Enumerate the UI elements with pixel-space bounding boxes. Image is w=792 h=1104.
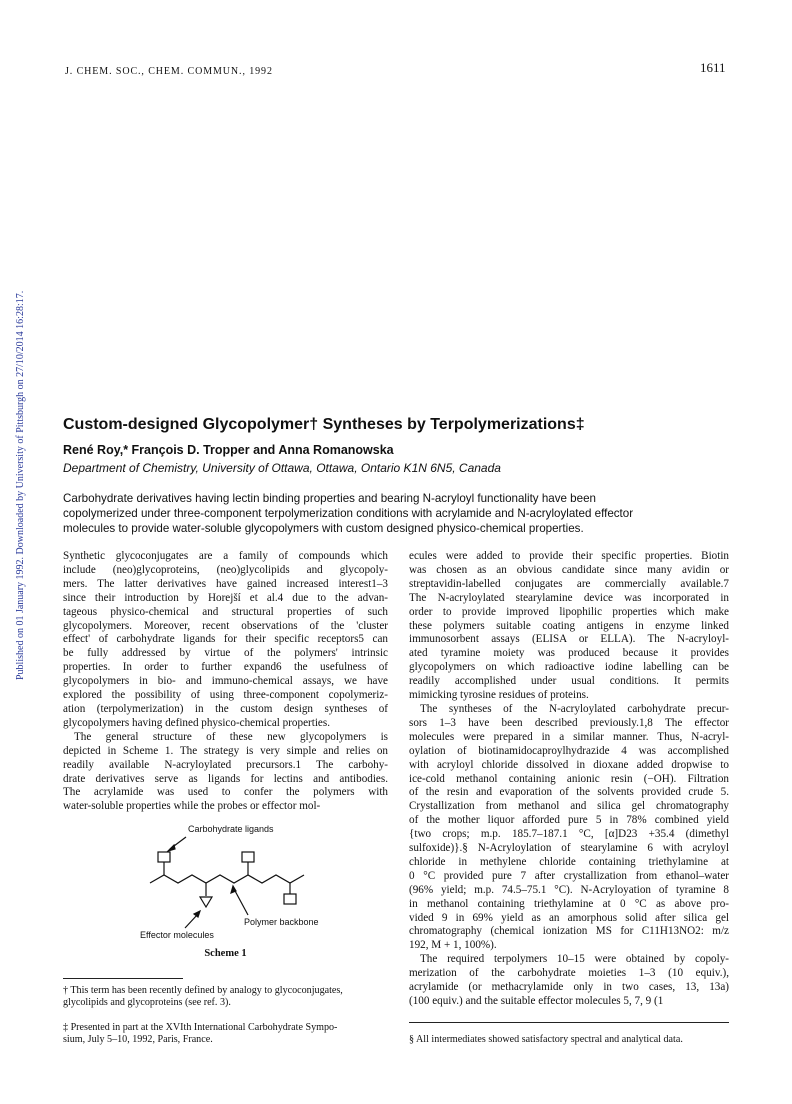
body-line: streptavidin-labelled conjugates are commercially available.7 <box>409 577 729 590</box>
label-effector-molecules: Effector molecules <box>140 930 214 940</box>
body-line: of the mother liquor afforded pure 5 in 78% combined yield <box>409 814 729 827</box>
scheme-1-drawing <box>130 820 345 948</box>
body-line: effect' of carbohydrate ligands for their specific receptors5 can <box>63 633 388 646</box>
body-line: (100 equiv.) and the suitable effector molecules 5, 7, 9 (1 <box>409 995 664 1007</box>
abstract <box>63 491 731 536</box>
body-line: The general structure of these new glycopolymers is <box>74 730 388 743</box>
body-line: ice-cold methanol containing anionic resin (−OH). Filtration <box>409 772 729 785</box>
footnote-line: † This term has been recently defined by analogy to glycoconjugates, <box>63 985 343 996</box>
body-line: chromatography (chemical ionization MS for C11H13NO2: m/z <box>409 925 729 938</box>
effector-square <box>284 894 296 904</box>
body-line: tageous physico-chemical and structural properties of such <box>63 605 388 618</box>
abstract-line: copolymerized under three-component terpolymerization conditions with acrylamide and N-acryloylated effector <box>63 507 634 520</box>
body-line: drate derivatives serve as ligands for lectins and antibodies. <box>63 772 388 785</box>
body-line: acrylamide (or methacrylamide only in two cases, 13, 13a) <box>409 981 729 994</box>
footnote-rule-left <box>63 978 183 979</box>
body-line: molecules were prepared in a similar manner. Thus, N-acryl- <box>409 730 729 743</box>
body-line: vided 9 in 69% yield as an amorphous solid after silica gel <box>409 911 729 924</box>
body-line: properties. In order to further expand6 the usefulness of <box>63 661 388 674</box>
footnote-line: ‡ Presented in part at the XVIth International Carbohydrate Sympo- <box>63 1022 338 1033</box>
body-line: sors 1–3 have been described previously.1,8 The effector <box>409 716 729 729</box>
body-line: ated tyramine moiety was produced because it provides <box>409 647 729 660</box>
body-line: 192, M + 1, 100%). <box>409 939 497 952</box>
effector-triangle <box>200 897 212 907</box>
body-column-left <box>63 550 388 814</box>
body-line: Synthetic glycoconjugates are a family of compounds which <box>63 550 388 562</box>
body-line: glycopolymers having defined physico-chemical properties. <box>63 716 330 729</box>
body-line: depicted in Scheme 1. The strategy is very simple and relies on <box>63 744 388 757</box>
body-line: sulfoxide)}.§ N-Acryloylation of stearylamine 6 with acryloyl <box>409 842 729 855</box>
footnote-rule-right <box>409 1022 729 1023</box>
body-line: chloride in methylene chloride containing triethylamine at <box>409 855 729 868</box>
carbohydrate-ligand-square <box>242 852 254 862</box>
article-affiliation: Department of Chemistry, University of Ottawa, Ottawa, Ontario K1N 6N5, Canada <box>63 461 501 475</box>
label-polymer-backbone: Polymer backbone <box>244 917 319 927</box>
body-line: 0 °C provided pure 7 after crystallization from ethanol–water <box>409 869 729 882</box>
page-number: 1611 <box>700 60 726 75</box>
body-line: since their introduction by Horejší et al.4 due to the advan- <box>63 591 388 604</box>
body-line: be fully addressed by virtue of the polymers' intrinsic <box>63 647 388 660</box>
body-line: oylation of biotinamidocaproylhydrazide 4 was accomplished <box>409 744 729 757</box>
body-line: glycopolymers in bio- and immuno-chemical assays, we have <box>63 675 388 688</box>
footnote-line: glycolipids and glycoproteins (see ref. 3). <box>63 997 231 1009</box>
abstract-line: Carbohydrate derivatives having lectin binding properties and bearing N-acryloyl functionality have been <box>63 492 596 505</box>
article-authors: René Roy,* François D. Tropper and Anna Romanowska <box>63 443 394 457</box>
body-line: merization of the carbohydrate moieties 1–3 (10 equiv.), <box>409 967 729 980</box>
body-line: ecules were added to provide their specific properties. Biotin <box>409 550 729 562</box>
body-line: was chosen as an obvious candidate since many avidin or <box>409 563 729 576</box>
footnote-line: sium, July 5–10, 1992, Paris, France. <box>63 1034 213 1046</box>
body-line: The syntheses of the N-acryloylated carbohydrate precur- <box>420 702 729 715</box>
body-line: mers. The latter derivatives have gained increased interest1–3 <box>63 577 388 590</box>
journal-header: J. CHEM. SOC., CHEM. COMMUN., 1992 <box>65 66 273 77</box>
footnote-dagger <box>63 985 388 1010</box>
body-line: immunosorbent assays (ELISA or ELLA). The N-acryloyl- <box>409 633 729 646</box>
body-line: water-soluble properties while the probes or effector mol- <box>63 800 321 813</box>
body-line: (96% yield; m.p. 74.5–75.1 °C). N-Acryloyation of tyramine 8 <box>409 883 729 896</box>
ligand-arrowhead <box>168 845 175 851</box>
effector-arrowhead <box>194 911 200 917</box>
body-line: with acryloyl chloride dissolved in dioxane added dropwise to <box>409 758 729 771</box>
article-title: Custom-designed Glycopolymer† Syntheses by Terpolymerizations‡ <box>63 416 585 433</box>
abstract-line: molecules to provide water-soluble glycopolymers with custom designed physico-chemical properties. <box>63 522 584 535</box>
body-line: readily available N-acryloylated precursors.1 The carbohy- <box>63 758 388 771</box>
footnote-section <box>409 1034 729 1046</box>
scheme-1-figure <box>130 820 345 948</box>
footnote-double-dagger <box>63 1022 388 1047</box>
backbone-pointer-arrow <box>234 889 248 915</box>
body-line: {two crops; m.p. 185.7–187.1 °C, [α]D23 +35.4 (dimethyl <box>409 828 729 841</box>
body-line: explored the possibility of using three-component copolymeriz- <box>63 689 388 702</box>
body-line: readily accomplished under usual conditions. It permits <box>409 675 729 688</box>
body-line: mimicking tyrosine residues of proteins. <box>409 689 589 702</box>
carbohydrate-ligand-square <box>158 852 170 862</box>
body-line: in methanol containing triethylamine at 0 °C as above pro- <box>409 897 729 910</box>
label-carbohydrate-ligands: Carbohydrate ligands <box>188 824 274 834</box>
body-column-right <box>409 550 729 1009</box>
polymer-backbone-chain <box>150 875 304 883</box>
body-line: order to provide improved lipophilic properties which make <box>409 605 729 618</box>
body-line: glycopolymers on which radioactive iodine labelling can be <box>409 661 729 674</box>
body-line: these polymers suitable coating antigens in enzyme linked <box>409 619 729 632</box>
body-line: ation (terpolymerization) in the custom design syntheses of <box>63 702 388 715</box>
body-line: of the resin and evaporation of the solvents provided crude 5. <box>409 786 729 799</box>
body-line: The required terpolymers 10–15 were obtained by copoly- <box>420 953 729 966</box>
body-line: glycopolymers. Moreover, recent observations of the 'cluster <box>63 619 388 632</box>
body-line: The acrylamide was used to confer the polymers with <box>63 786 388 799</box>
body-line: Crystallization from methanol and silica gel chromatography <box>409 800 729 813</box>
scheme-caption: Scheme 1 <box>204 948 247 959</box>
body-line: The N-acryloylated stearylamine device was incorporated in <box>409 591 729 604</box>
body-line: include (neo)glycoproteins, (neo)glycolipids and glycopoly- <box>63 563 388 576</box>
footnote-line: § All intermediates showed satisfactory spectral and analytical data. <box>409 1034 683 1045</box>
download-watermark[interactable]: Published on 01 January 1992. Downloaded by University of Pittsburgh on 27/10/2014 16:28:17. <box>15 290 26 680</box>
